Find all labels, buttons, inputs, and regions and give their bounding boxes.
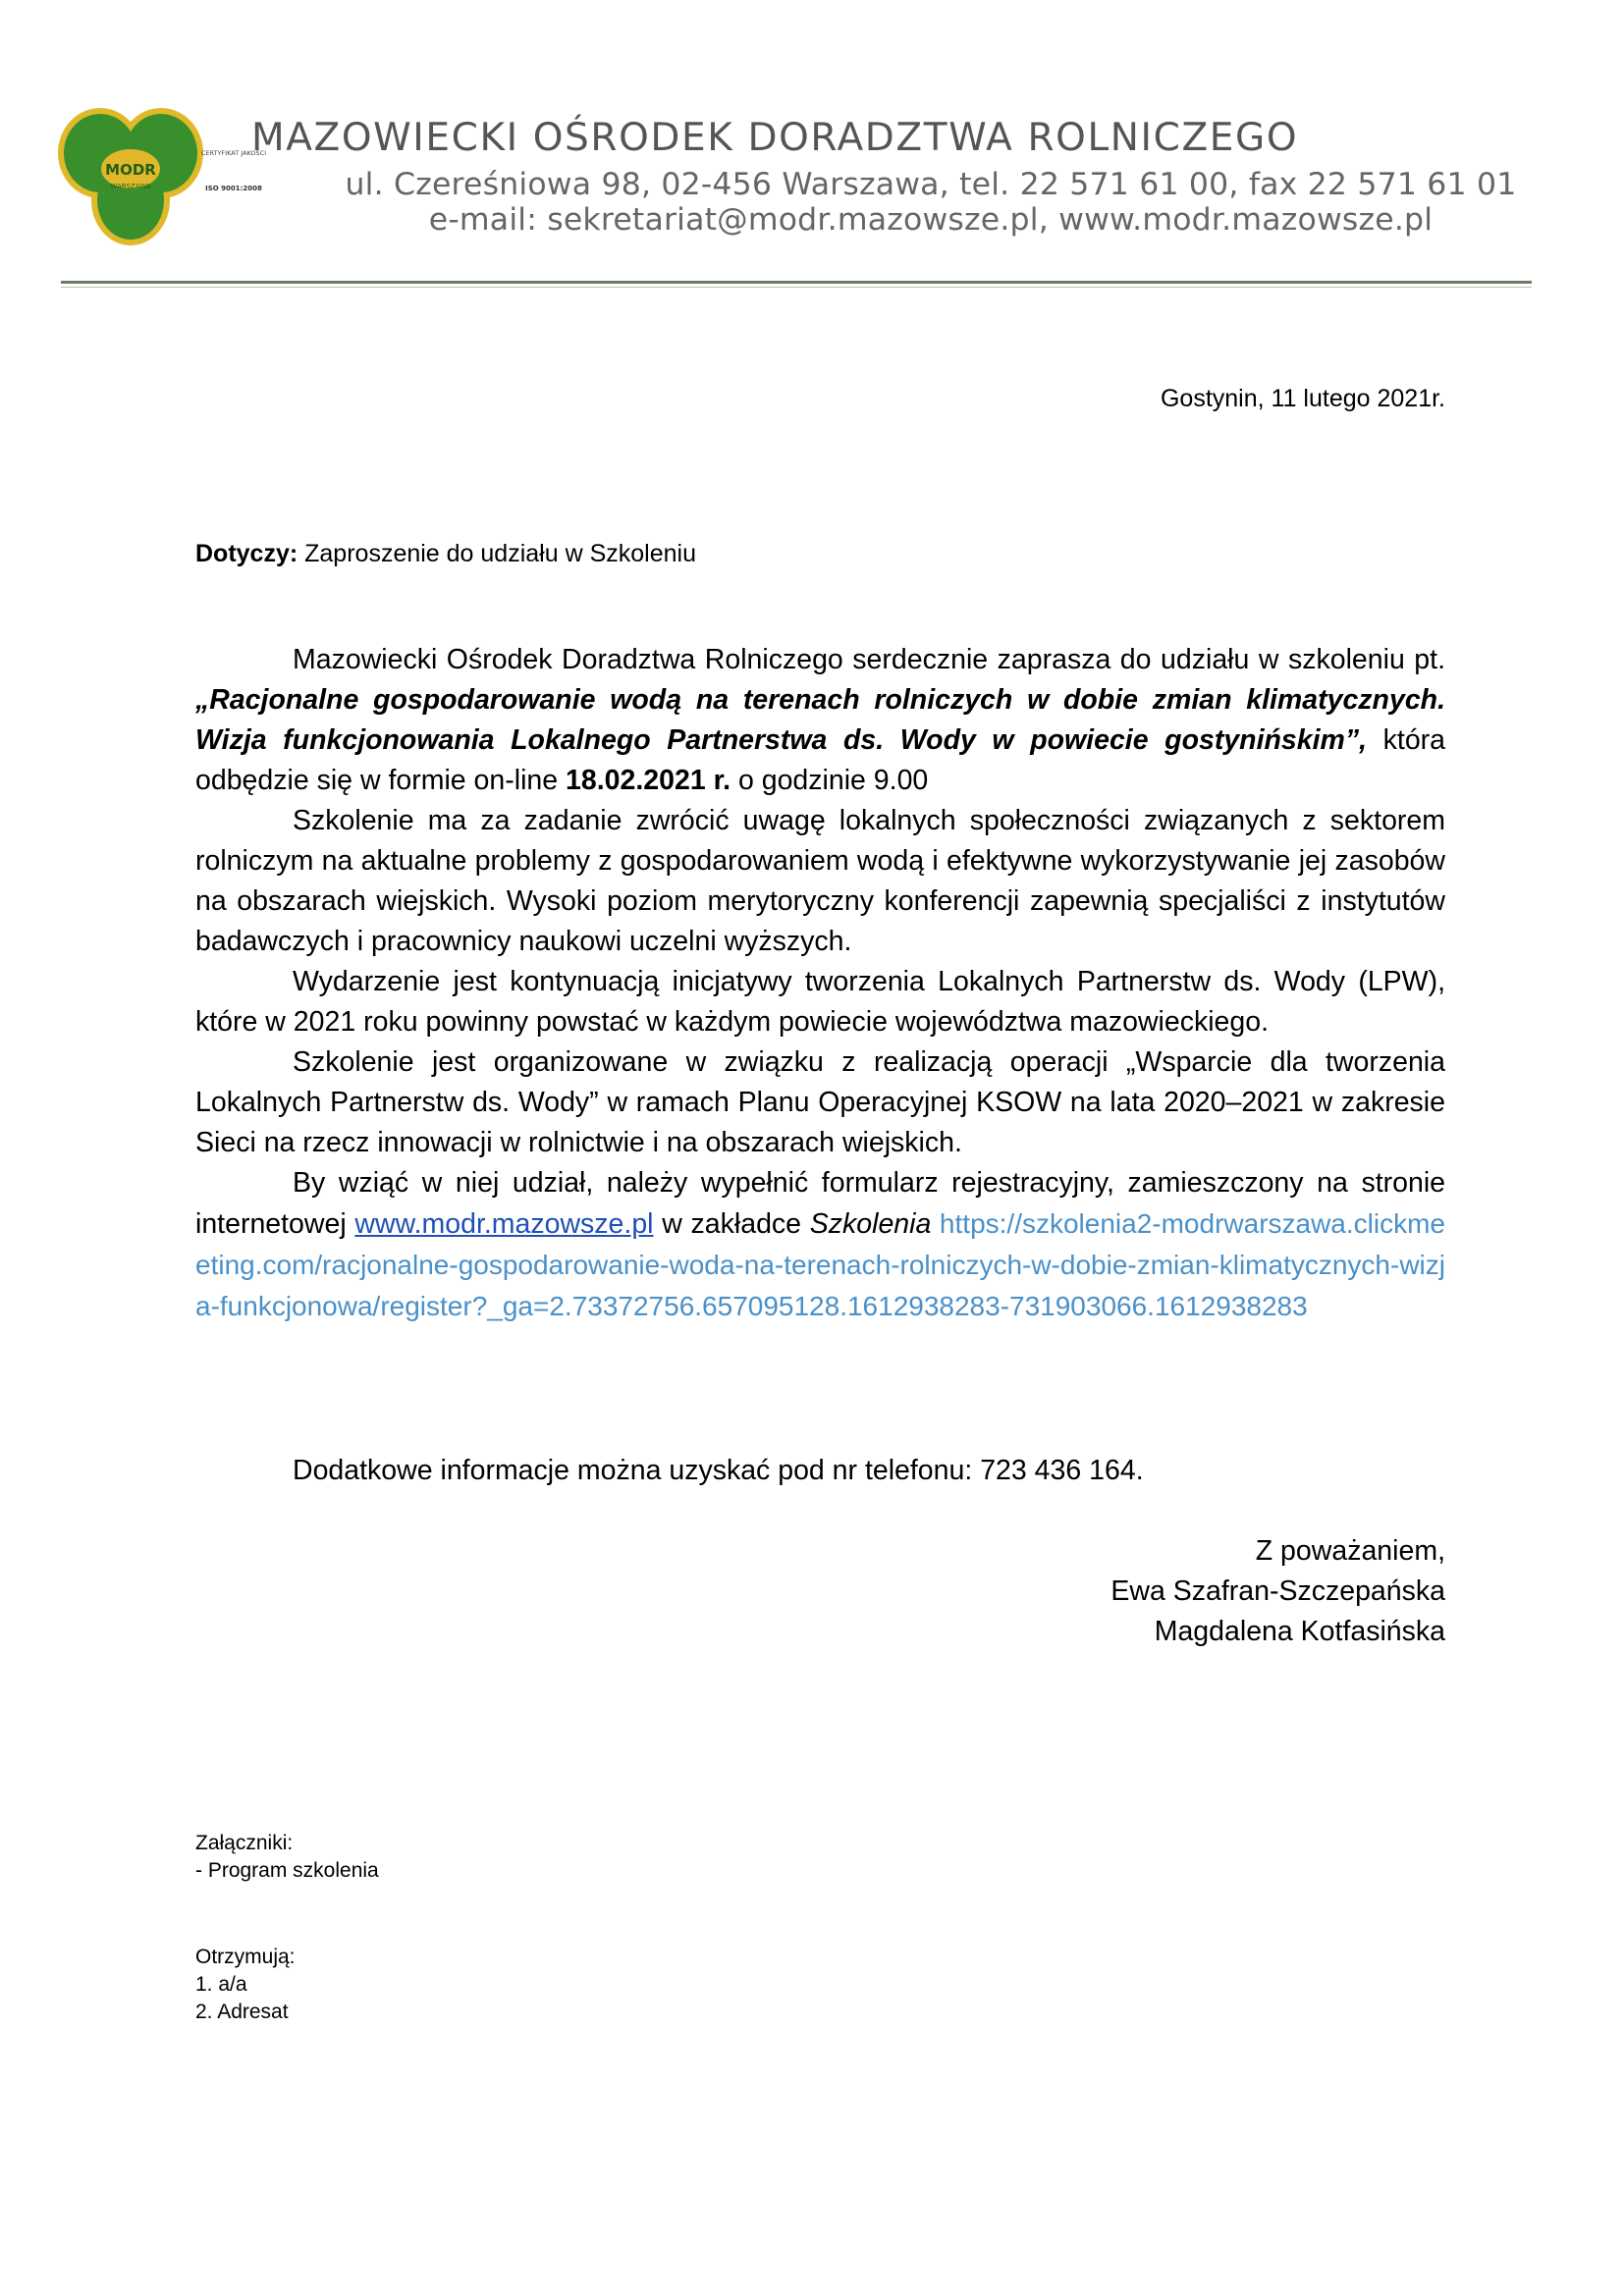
iso-text: ISO 9001:2008	[205, 185, 262, 192]
address-line: ul. Czereśniowa 98, 02-456 Warszawa, tel. 22 571 61 00, fax 22 571 61 01	[345, 167, 1517, 202]
signatory-1: Ewa Szafran-Szczepańska	[1110, 1575, 1445, 1607]
contact-line: e-mail: sekretariat@modr.mazowsze.pl, www.modr.mazowsze.pl	[428, 202, 1434, 238]
registration-text: By wziąć w niej udział, należy wypełnić formularz rejestracyjny, zamieszczony na stronie internetowej	[195, 1167, 1445, 1240]
registration-url[interactable]: https://szkolenia2-modrwarszawa.clickmeeting.com/racjonalne-gospodarowanie-woda-na-terenach-rolniczych-w-dobie-zmian-klimatycznych-wizja-funkcjonowa/register?_ga=2.73372756.657095128.1612938283-731903066.1612938283	[195, 1208, 1445, 1321]
paragraph-registration	[195, 1163, 1445, 1327]
signature-block	[856, 1531, 1445, 1652]
logo-text: MODR	[105, 161, 156, 179]
cert-text: CERTYFIKAT JAKOŚCI	[200, 149, 267, 157]
recipients	[195, 1944, 296, 2026]
subject-line	[195, 540, 696, 568]
letter-date: Gostynin, 11 lutego 2021r.	[1160, 385, 1445, 412]
subject-label: Dotyczy:	[195, 540, 298, 567]
signatory-2: Magdalena Kotfasińska	[1154, 1616, 1445, 1647]
website-link[interactable]: www.modr.mazowsze.pl	[354, 1208, 654, 1240]
recipient-item: 1. a/a	[195, 1973, 247, 1996]
subject-text: Zaproszenie do udziału w Szkoleniu	[298, 540, 696, 567]
letterhead-divider	[61, 281, 1532, 284]
logo-subtext: WARSZAWA	[110, 183, 151, 190]
training-date: 18.02.2021 r.	[566, 765, 731, 796]
letterhead-divider-thin	[61, 287, 1532, 288]
attachment-item: - Program szkolenia	[195, 1859, 379, 1882]
org-name: MAZOWIECKI OŚRODEK DORADZTWA ROLNICZEGO	[251, 116, 1299, 160]
letter-body	[195, 640, 1445, 1327]
contact-info	[195, 1451, 1445, 1491]
paragraph-invitation	[195, 640, 1445, 801]
training-time: o godzinie 9.00	[731, 765, 929, 796]
closing: Z poważaniem,	[1255, 1535, 1445, 1567]
registration-tab: Szkolenia	[809, 1208, 932, 1240]
recipients-label: Otrzymują:	[195, 1946, 296, 1968]
recipient-item: 2. Adresat	[195, 2001, 289, 2023]
paragraph-operation: Szkolenie jest organizowane w związku z realizacją operacji „Wsparcie dla tworzenia Lokalnych Partnerstw ds. Wody” w ramach Planu Operacyjnej KSOW na lata 2020–2021 w zakresie Sieci na rzecz innowacji w rolnictwie i na obszarach wiejskich.	[195, 1046, 1445, 1158]
registration-tab-text: w zakładce	[653, 1208, 810, 1240]
paragraph-purpose: Szkolenie ma za zadanie zwrócić uwagę lokalnych społeczności związanych z sektorem rolniczym na aktualne problemy z gospodarowaniem wodą i efektywne wykorzystywanie jej zasobów na obszarach wiejskich. Wysoki poziom merytoryczny konferencji zapewnią specjaliści z instytutów badawczych i pracownicy naukowi uczelni wyższych.	[195, 805, 1445, 957]
attachments-label: Załączniki:	[195, 1832, 294, 1854]
invitation-intro: Mazowiecki Ośrodek Doradztwa Rolniczego serdecznie zaprasza do udziału w szkoleniu pt.	[293, 644, 1445, 675]
paragraph-phone: Dodatkowe informacje można uzyskać pod nr telefonu: 723 436 164.	[293, 1455, 1144, 1486]
paragraph-continuation: Wydarzenie jest kontynuacją inicjatywy tworzenia Lokalnych Partnerstw ds. Wody (LPW), które w 2021 roku powinny powstać w każdym powiecie województwa mazowieckiego.	[195, 966, 1445, 1038]
attachments	[195, 1830, 379, 1885]
invitation-format: która odbędzie się w formie on-line	[195, 724, 1446, 796]
training-title: „Racjonalne gospodarowanie wodą na terenach rolniczych w dobie zmian klimatycznych. Wizja funkcjonowania Lokalnego Partnerstwa ds. Wody w powiecie gostynińskim”,	[195, 684, 1445, 756]
